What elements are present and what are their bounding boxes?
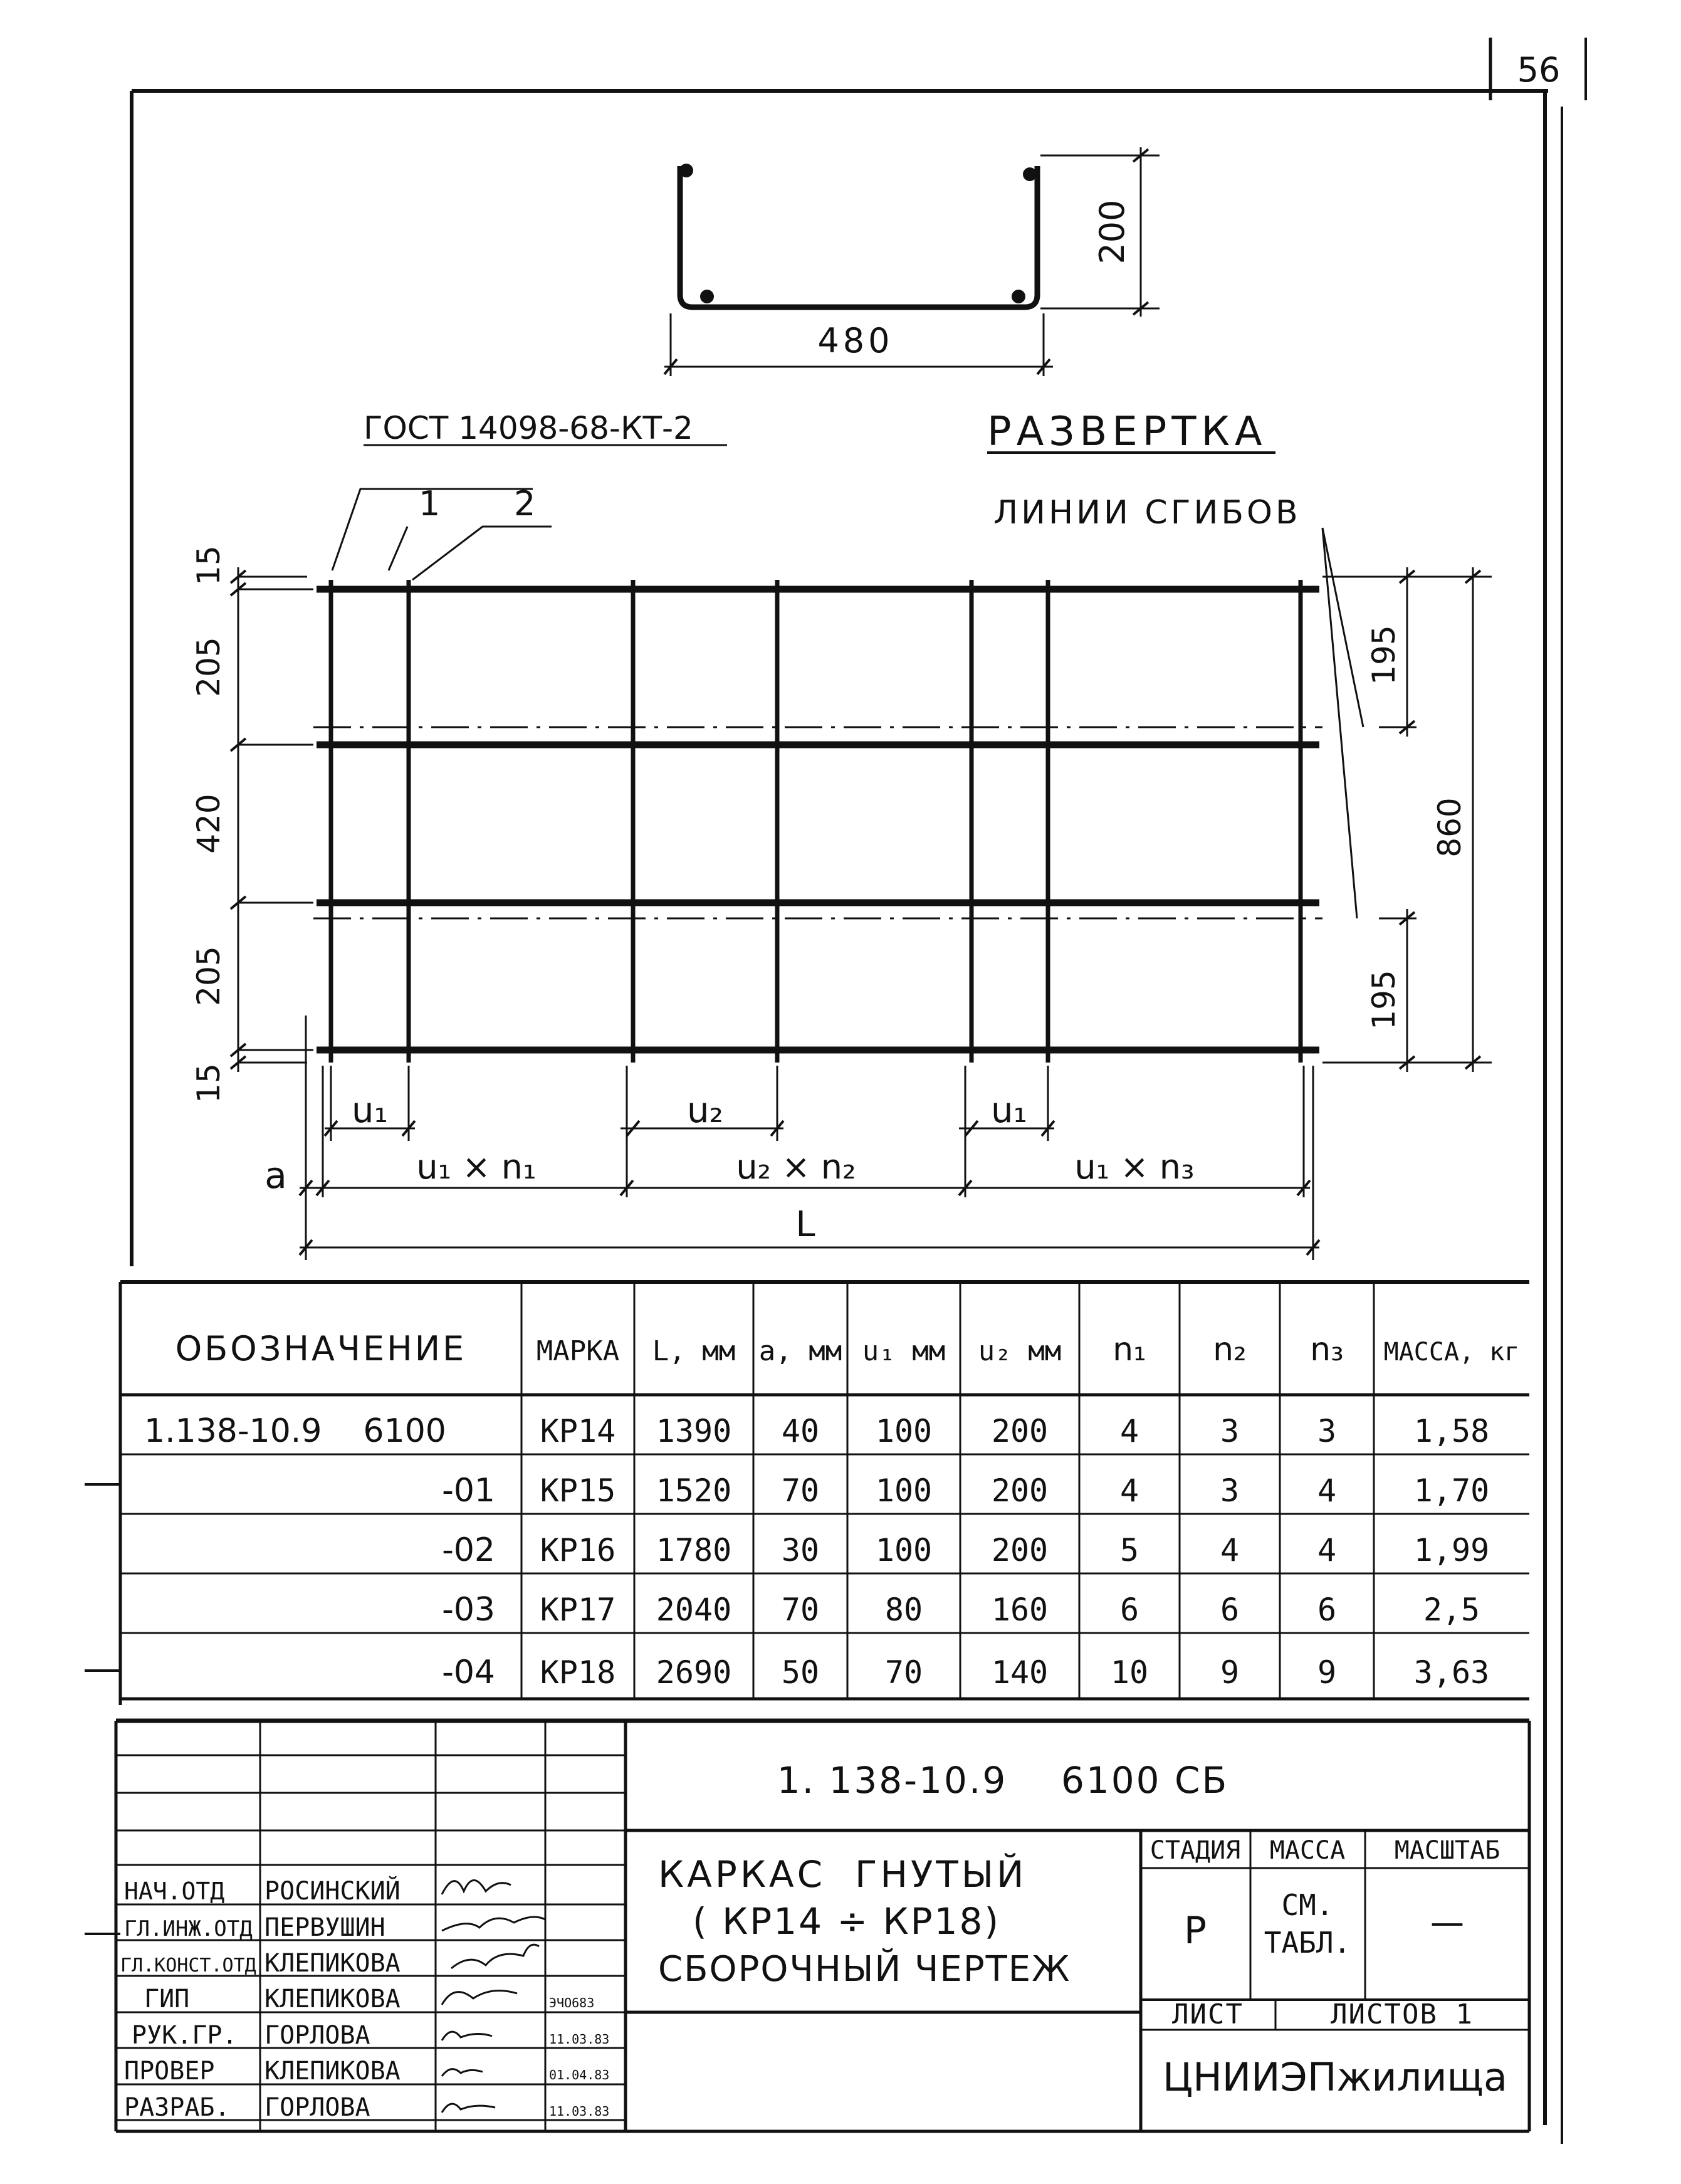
table-cell: 9 [1317, 1654, 1337, 1691]
th-designation: ОБОЗНАЧЕНИЕ [175, 1329, 467, 1368]
staff-date: 11.03.83 [549, 2104, 610, 2119]
staff-name: ГОРЛОВА [264, 2093, 370, 2122]
dim-u1n1: u₁ × n₁ [416, 1147, 537, 1187]
bend-lines-label: ЛИНИИ СГИБОВ [993, 494, 1301, 532]
table-row [442, 1654, 1489, 1691]
table-cell: -02 [442, 1531, 495, 1569]
table-cell: 2,5 [1423, 1592, 1480, 1628]
table-cell: 10 [1110, 1654, 1149, 1691]
table-cell: 70 [781, 1473, 820, 1509]
scale-value: — [1430, 1903, 1464, 1942]
table-cell: 140 [991, 1654, 1049, 1691]
staff-row [124, 2057, 609, 2086]
staff-role: ГЛ.ИНЖ.ОТД [124, 1916, 253, 1941]
mass-value-1: СМ. [1281, 1888, 1334, 1922]
table-cell: 200 [991, 1413, 1049, 1449]
table-cell: 200 [991, 1532, 1049, 1568]
table-cell: 3 [1317, 1413, 1337, 1449]
table-row [442, 1531, 1489, 1569]
table-cell: 70 [884, 1654, 923, 1691]
table-cell: 70 [781, 1592, 820, 1628]
signatures [442, 1881, 545, 2113]
table-cell: 1520 [656, 1473, 732, 1509]
table-cell: 5 [1119, 1532, 1139, 1568]
th-u2: u₂ мм [978, 1335, 1062, 1367]
mass-value-2: ТАБЛ. [1264, 1926, 1351, 1960]
table-cell: 30 [781, 1532, 820, 1568]
th-mark: МАРКА [536, 1335, 620, 1367]
profile-width-label: 480 [817, 321, 894, 360]
staff-row [124, 2093, 609, 2122]
dim-left-205-bottom: 205 [191, 946, 227, 1006]
staff-name: КЛЕПИКОВА [264, 1949, 401, 1978]
staff-name: КЛЕПИКОВА [264, 2057, 401, 2086]
table-cell: 4 [1220, 1532, 1240, 1568]
table-cell: 1,70 [1413, 1473, 1490, 1509]
dim-right-195-bottom: 195 [1366, 970, 1402, 1030]
th-n1: n₁ [1113, 1331, 1146, 1368]
table-cell: КР17 [540, 1592, 616, 1628]
table-cell: 100 [875, 1532, 933, 1568]
table-cell: 1,58 [1413, 1413, 1490, 1449]
th-mass: МАССА, кг [1383, 1338, 1520, 1367]
table-cell: 4 [1119, 1413, 1139, 1449]
table-row [442, 1472, 1489, 1509]
dim-u1n3: u₁ × n₃ [1074, 1147, 1195, 1187]
th-L: L, мм [652, 1335, 736, 1367]
dim-u2: u₂ [687, 1090, 723, 1131]
table-cell: 6 [1317, 1592, 1337, 1628]
dim-u2n2: u₂ × n₂ [736, 1147, 856, 1187]
dim-right-860: 860 [1432, 797, 1468, 858]
doc-code: 1. 138-10.9 6100 СБ [777, 1759, 1229, 1802]
dim-left-15-top: 15 [191, 545, 227, 585]
dim-left-15-bottom: 15 [191, 1063, 227, 1103]
dim-u1-left: u₁ [352, 1090, 388, 1131]
staff-date: ЭЧО683 [549, 1995, 595, 2010]
table-cell: КР16 [540, 1532, 616, 1568]
doc-name-line-1: КАРКАС ГНУТЫЙ [658, 1853, 1027, 1896]
staff-row [144, 1985, 594, 2013]
table-cell: 9 [1220, 1654, 1240, 1691]
callout-1: 1 [419, 484, 441, 523]
staff-row [124, 1876, 401, 1906]
table-cell: 2040 [656, 1592, 732, 1628]
table-cell: 4 [1119, 1473, 1139, 1509]
table-cell: КР18 [540, 1654, 616, 1691]
th-u1: u₁ мм [862, 1335, 946, 1367]
dim-left-420: 420 [191, 794, 227, 854]
table-cell: 3,63 [1413, 1654, 1490, 1691]
unfold-title: РАЗВЕРТКА [987, 409, 1267, 455]
org-name: ЦНИИЭПжилища [1163, 2054, 1507, 2100]
table-cell: КР14 [540, 1413, 616, 1449]
stage-value: Р [1183, 1909, 1207, 1953]
sheets-label: ЛИСТОВ 1 [1331, 1998, 1474, 2030]
table-cell: 1,99 [1413, 1532, 1490, 1568]
dim-a: a [264, 1154, 287, 1197]
table-cell: 80 [884, 1592, 923, 1628]
stage-header: СТАДИЯ [1149, 1836, 1241, 1865]
table-cell: 50 [781, 1654, 820, 1691]
table-cell: 3 [1220, 1473, 1240, 1509]
callout-2: 2 [514, 484, 536, 523]
staff-date: 11.03.83 [549, 2032, 610, 2047]
staff-date: 01.04.83 [549, 2067, 610, 2082]
unfold-mesh [231, 489, 1492, 1260]
table-cell: КР15 [540, 1473, 616, 1509]
table-cell: 6 [1220, 1592, 1240, 1628]
dim-right-195-top: 195 [1366, 625, 1402, 685]
table-cell: 1780 [656, 1532, 732, 1568]
doc-name-line-3: СБОРОЧНЫЙ ЧЕРТЕЖ [658, 1949, 1071, 1990]
table-cell: 4 [1317, 1532, 1337, 1568]
staff-role: НАЧ.ОТД [124, 1877, 225, 1905]
staff-name: КЛЕПИКОВА [264, 1985, 401, 2013]
staff-row [124, 1913, 385, 1942]
staff-name: ГОРЛОВА [264, 2021, 370, 2050]
profile-section [664, 147, 1160, 376]
table-cell: 200 [991, 1473, 1049, 1509]
table-cell: 2690 [656, 1654, 732, 1691]
staff-role: РУК.ГР. [132, 2021, 238, 2050]
table-cell: 40 [781, 1413, 820, 1449]
dim-u1-right: u₁ [991, 1090, 1027, 1131]
th-a: a, мм [758, 1335, 842, 1367]
table-cell: 4 [1317, 1473, 1337, 1509]
dim-left-205-top: 205 [191, 637, 227, 697]
table-cell: 1390 [656, 1413, 732, 1449]
staff-name: РОСИНСКИЙ [264, 1877, 401, 1906]
staff-role: РАЗРАБ. [124, 2093, 230, 2122]
staff-role: ПРОВЕР [124, 2057, 215, 2086]
dim-L: L [795, 1204, 815, 1245]
mass-header: МАССА [1269, 1836, 1346, 1865]
staff-name: ПЕРВУШИН [264, 1913, 385, 1942]
scale-header: МАСШТАБ [1394, 1836, 1500, 1865]
staff-role: ГИП [144, 1985, 190, 2013]
table-cell: 1.138-10.9 6100 [144, 1412, 446, 1450]
doc-name-line-2: ( КР14 ÷ КР18) [693, 1900, 1001, 1943]
table-row [144, 1412, 1489, 1450]
table-cell: -03 [442, 1591, 495, 1629]
table-cell: 3 [1220, 1413, 1240, 1449]
gost-label: ГОСТ 14098-68-КТ-2 [364, 410, 693, 446]
th-n2: n₂ [1213, 1331, 1247, 1368]
table-cell: -04 [442, 1654, 495, 1691]
table-cell: 6 [1119, 1592, 1139, 1628]
table-cell: 160 [991, 1592, 1049, 1628]
table-cell: 100 [875, 1473, 933, 1509]
th-n3: n₃ [1310, 1331, 1344, 1368]
staff-row [132, 2021, 609, 2050]
table-cell: -01 [442, 1472, 495, 1509]
profile-height-label: 200 [1092, 199, 1132, 265]
staff-role: ГЛ.КОНСТ.ОТД [120, 1955, 256, 1977]
sheet-label: ЛИСТ [1172, 1998, 1244, 2030]
page-number: 56 [1517, 50, 1561, 90]
table-cell: 100 [875, 1413, 933, 1449]
